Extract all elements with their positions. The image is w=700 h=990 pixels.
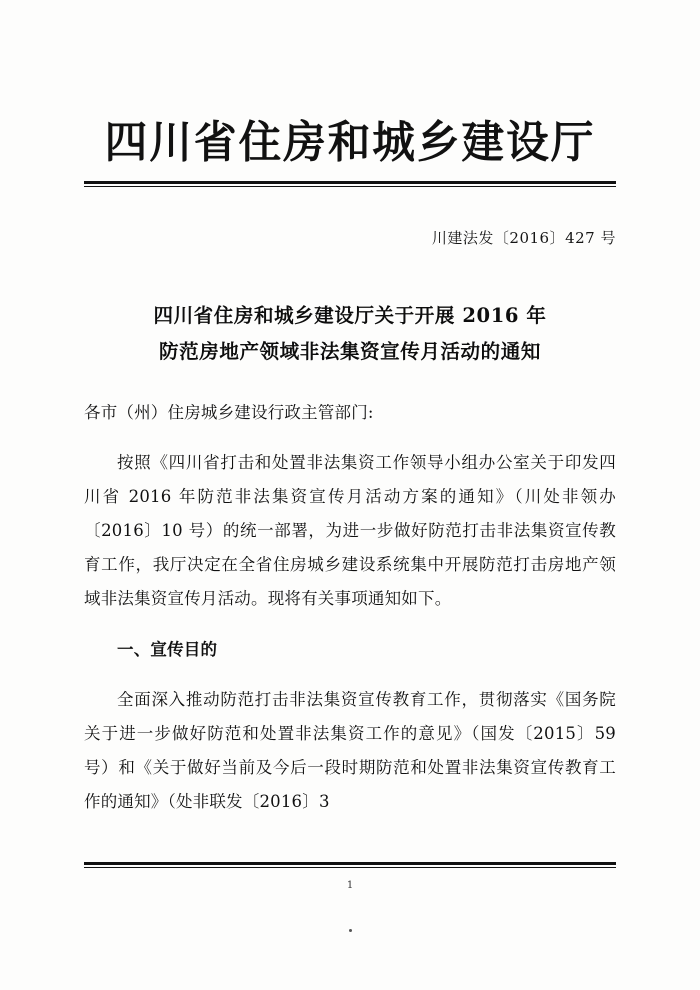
page-number: 1 xyxy=(346,880,354,891)
masthead xyxy=(84,118,616,187)
body-paragraph-1: 按照《四川省打击和处置非法集资工作领导小组办公室关于印发四川省 2016 年防范非法集资宣传月活动方案的通知》（川处非领办〔2016〕10 号）的统一部署，为进一步做好防范打击非法集资宣传教育工作，我厅决定在全省住房城乡建设系统集中开展防范打击房地产领域非法集资宣传月活动。现将有关事项通知如下。 xyxy=(84,453,616,609)
section-heading-1: 一、宣传目的 xyxy=(117,639,218,659)
salutation: 各市（州）住房城乡建设行政主管部门: xyxy=(84,402,374,422)
masthead-divider-thick xyxy=(84,181,616,184)
document-title xyxy=(84,298,616,370)
masthead-divider-thin xyxy=(84,186,616,187)
footer-divider-thin xyxy=(84,867,616,868)
footer-divider-thick xyxy=(84,862,616,865)
document-title-line-2: 防范房地产领域非法集资宣传月活动的通知 xyxy=(159,339,541,363)
scan-artifact-dot xyxy=(349,929,352,932)
document-content xyxy=(84,0,616,990)
document-title-line-1: 四川省住房和城乡建设厅关于开展 2016 年 xyxy=(153,303,547,327)
section-paragraph-1: 全面深入推动防范打击非法集资宣传教育工作，贯彻落实《国务院关于进一步做好防范和处置非法集资工作的意见》（国发〔2015〕59 号）和《关于做好当前及今后一段时期防范和处置非法集资宣传教育工作的通知》（处非联发〔2016〕3 xyxy=(84,690,616,812)
issuing-agency-title: 四川省住房和城乡建设厅 xyxy=(104,117,596,168)
document-body xyxy=(84,396,616,819)
document-number: 川建法发〔2016〕427 号 xyxy=(431,228,616,247)
